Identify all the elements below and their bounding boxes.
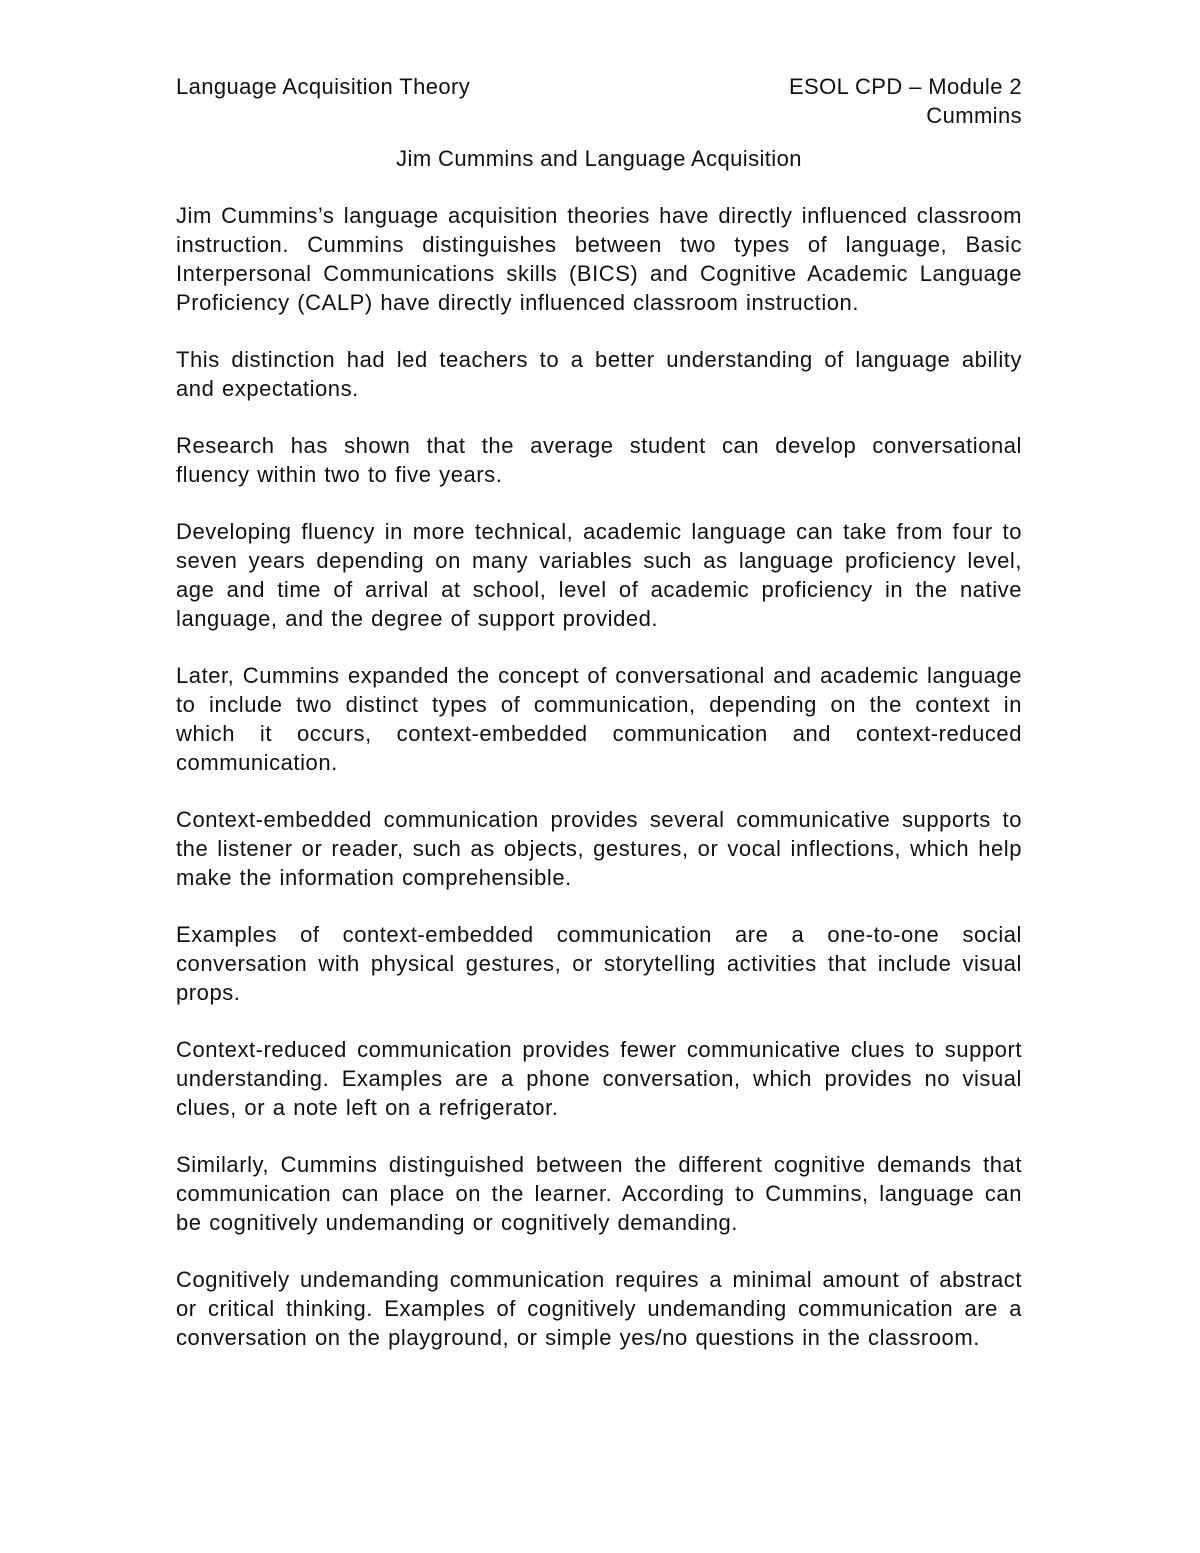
page-header bbox=[176, 72, 1022, 130]
paragraph-intro: Jim Cummins’s language acquisition theories have directly influenced classroom instruction. Cummins distinguishes between two types of language, Basic Interpersonal Communications skills (BICS) and Cognitive Academic Language Proficiency (CALP) have directly influenced classroom instruction. bbox=[176, 203, 1022, 315]
paragraph-academic-fluency: Developing fluency in more technical, academic language can take from four to seven years depending on many variables such as language proficiency level, age and time of arrival at school, level of academic proficiency in the native language, and the degree of support provided. bbox=[176, 519, 1022, 631]
paragraph-research: Research has shown that the average student can develop conversational fluency within two to five years. bbox=[176, 433, 1022, 487]
document-page bbox=[176, 72, 1022, 1380]
paragraph-embedded-examples: Examples of context-embedded communication are a one-to-one social conversation with physical gestures, or storytelling activities that include visual props. bbox=[176, 922, 1022, 1005]
paragraph-context-types: Later, Cummins expanded the concept of conversational and academic language to include two distinct types of communication, depending on the context in which it occurs, context-embedded communication and context-reduced communication. bbox=[176, 663, 1022, 775]
header-module-label: ESOL CPD – Module 2 bbox=[788, 74, 1022, 99]
header-topic-label: Cummins bbox=[926, 103, 1022, 128]
document-title: Jim Cummins and Language Acquisition bbox=[396, 146, 802, 171]
paragraph-undemanding: Cognitively undemanding communication requires a minimal amount of abstract or critical thinking. Examples of cognitively undemanding communication are a conversation on the playground, or simple yes/no questions in the classroom. bbox=[176, 1267, 1022, 1350]
paragraph-cognitive-demands: Similarly, Cummins distinguished between the different cognitive demands that communication can place on the learner. According to Cummins, language can be cognitively undemanding or cognitively demanding. bbox=[176, 1152, 1022, 1235]
header-module-info bbox=[789, 72, 1022, 130]
paragraph-context-reduced: Context-reduced communication provides fewer communicative clues to support understanding. Examples are a phone conversation, which provides no visual clues, or a note left on a refrigerator. bbox=[176, 1037, 1022, 1120]
paragraph-distinction: This distinction had led teachers to a better understanding of language ability and expectations. bbox=[176, 347, 1022, 401]
paragraph-context-embedded: Context-embedded communication provides several communicative supports to the listener or reader, such as objects, gestures, or vocal inflections, which help make the information comprehensible. bbox=[176, 807, 1022, 890]
header-course-title: Language Acquisition Theory bbox=[176, 74, 471, 99]
